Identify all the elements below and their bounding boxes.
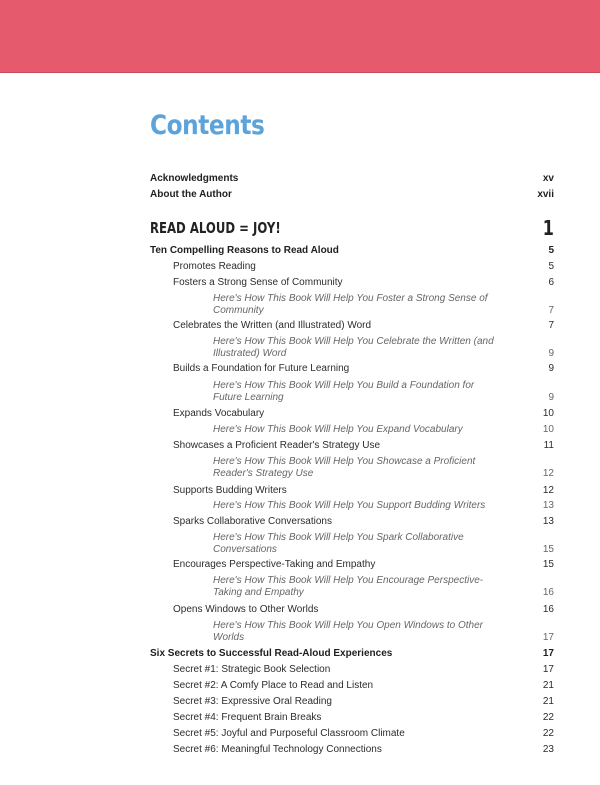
toc-entry-page: 13 bbox=[542, 516, 554, 527]
toc-subentry[interactable] bbox=[213, 575, 554, 601]
toc-entry-page: 17 bbox=[542, 664, 554, 675]
toc-entry-page: 12 bbox=[542, 468, 554, 479]
toc-entry-label: Here's How This Book Will Help You Encourage Perspective-Taking and Empathy bbox=[213, 575, 484, 598]
toc-entry-page: 17 bbox=[542, 632, 554, 643]
toc-entry-label: Ten Compelling Reasons to Read Aloud bbox=[150, 245, 339, 256]
toc-entry-label: Secret #2: A Comfy Place to Read and Listen bbox=[173, 680, 374, 691]
toc-entry-label: Here's How This Book Will Help You Expand Vocabulary bbox=[213, 424, 463, 435]
toc-entry-label: Expands Vocabulary bbox=[173, 408, 265, 419]
toc-entry-page: 21 bbox=[542, 680, 554, 691]
toc-entry-page: 16 bbox=[542, 587, 554, 598]
toc-entry-page: 7 bbox=[548, 320, 554, 331]
toc-subentry[interactable] bbox=[213, 532, 554, 558]
toc-entry-label: Encourages Perspective-Taking and Empathy bbox=[173, 559, 376, 570]
toc-entry-page: 16 bbox=[542, 604, 554, 615]
toc-entry-page: 9 bbox=[548, 363, 554, 374]
toc-entry-label: About the Author bbox=[150, 189, 232, 200]
toc-entry-label: Showcases a Proficient Reader's Strategy Use bbox=[173, 440, 381, 451]
toc-entry-label: Secret #3: Expressive Oral Reading bbox=[173, 696, 332, 707]
toc-entry-label: Secret #1: Strategic Book Selection bbox=[173, 664, 331, 675]
header-banner bbox=[0, 0, 600, 73]
toc-entry-page: 22 bbox=[542, 712, 554, 723]
chapter-number: 1 bbox=[542, 216, 554, 240]
toc-entry-page: 13 bbox=[542, 500, 554, 511]
toc-entry-label: Here's How This Book Will Help You Spark Collaborative Conversations bbox=[213, 532, 464, 555]
toc-subentry[interactable] bbox=[213, 456, 554, 482]
toc-entry-page: 5 bbox=[548, 245, 554, 256]
toc-entry-page: 10 bbox=[542, 424, 554, 435]
toc-subentry[interactable] bbox=[213, 620, 554, 646]
toc-entry-label: Opens Windows to Other Worlds bbox=[173, 604, 319, 615]
toc-entry-page: 9 bbox=[548, 348, 554, 359]
toc-entry-page: 6 bbox=[548, 277, 554, 288]
toc-subentry[interactable] bbox=[213, 380, 554, 406]
toc-entry-label: Here's How This Book Will Help You Foster a Strong Sense of Community bbox=[213, 293, 488, 316]
toc-entry-label: Here's How This Book Will Help You Celebrate the Written (and Illustrated) Word bbox=[213, 336, 494, 359]
page-title: Contents bbox=[150, 110, 265, 141]
toc-entry-page: xv bbox=[542, 173, 554, 184]
toc-entry-page: 7 bbox=[548, 305, 554, 316]
toc-entry-label: Promotes Reading bbox=[173, 261, 256, 272]
toc-entry-page: 10 bbox=[542, 408, 554, 419]
toc-entry-label: Six Secrets to Successful Read-Aloud Experiences bbox=[150, 648, 393, 659]
toc-entry-label: Here's How This Book Will Help You Open Windows to Other Worlds bbox=[213, 620, 483, 643]
toc-entry-page: 15 bbox=[542, 559, 554, 570]
toc-entry-label: Secret #5: Joyful and Purposeful Classroom Climate bbox=[173, 728, 405, 739]
toc-entry-label: Secret #4: Frequent Brain Breaks bbox=[173, 712, 322, 723]
toc-entry-page: 21 bbox=[542, 696, 554, 707]
toc-entry-page: xvii bbox=[537, 189, 554, 200]
toc-entry-label: Secret #6: Meaningful Technology Connections bbox=[173, 744, 382, 755]
toc-entry-page: 15 bbox=[542, 544, 554, 555]
toc-entry-label: Here's How This Book Will Help You Showcase a Proficient Reader's Strategy Use bbox=[213, 456, 476, 479]
toc-entry-label: Builds a Foundation for Future Learning bbox=[173, 363, 350, 374]
toc-entry-label: Here's How This Book Will Help You Build a Foundation for Future Learning bbox=[213, 380, 475, 403]
toc-entry-label: Supports Budding Writers bbox=[173, 485, 287, 496]
toc-entry-label: Celebrates the Written (and Illustrated) Word bbox=[173, 320, 372, 331]
toc-entry-label: Here's How This Book Will Help You Support Budding Writers bbox=[213, 500, 486, 511]
toc-entry-page: 11 bbox=[543, 440, 554, 451]
toc-entry-label: Sparks Collaborative Conversations bbox=[173, 516, 332, 527]
toc-entry-label: Fosters a Strong Sense of Community bbox=[173, 277, 343, 288]
toc-entry-label: Acknowledgments bbox=[150, 173, 239, 184]
toc-subentry[interactable] bbox=[213, 336, 554, 362]
toc-entry-page: 23 bbox=[542, 744, 554, 755]
chapter-title: READ ALOUD = JOY! bbox=[150, 219, 281, 237]
toc-entry-page: 22 bbox=[542, 728, 554, 739]
toc-entry-page: 5 bbox=[548, 261, 554, 272]
toc-subentry[interactable] bbox=[213, 293, 554, 319]
toc-entry-page: 9 bbox=[548, 392, 554, 403]
toc-entry-page: 17 bbox=[542, 648, 554, 659]
toc-entry-page: 12 bbox=[542, 485, 554, 496]
